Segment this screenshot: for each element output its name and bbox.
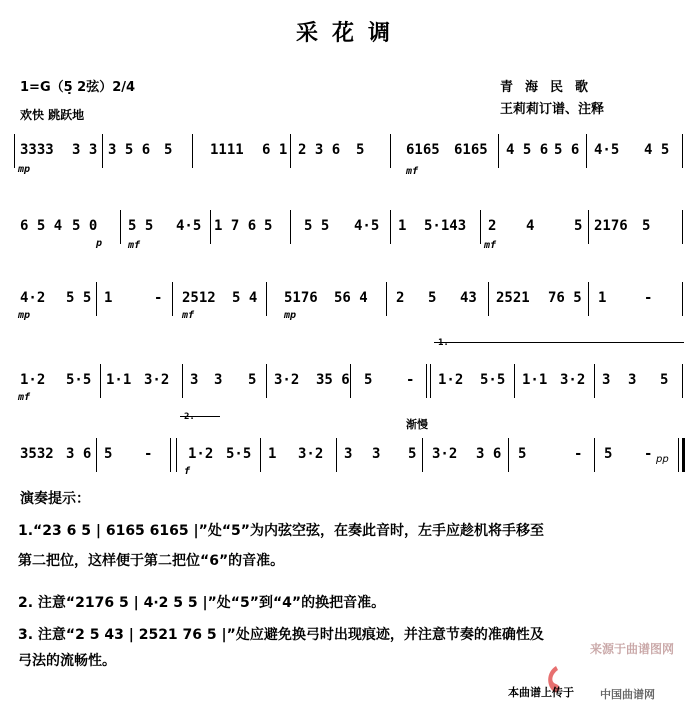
barline xyxy=(588,282,589,316)
barline xyxy=(290,210,291,244)
note-group: 2512 xyxy=(182,290,216,306)
note-group: 1·2 xyxy=(188,446,214,462)
note-group: 5 0 xyxy=(72,218,98,234)
note-group: 5 xyxy=(264,218,273,234)
note-group: 2 3 6 xyxy=(298,142,341,158)
note-group: 6165 xyxy=(454,142,488,158)
barline xyxy=(260,438,261,472)
score-line-2 xyxy=(14,210,684,251)
note-group: 4 5 6 xyxy=(506,142,549,158)
barline xyxy=(430,364,431,398)
note-group: 3·2 xyxy=(144,372,170,388)
barline xyxy=(488,282,489,316)
note-group: 3333 xyxy=(20,142,54,158)
note-group: 1 xyxy=(598,290,607,306)
barline xyxy=(682,364,683,398)
note-group: 2521 xyxy=(496,290,530,306)
note-group: 1·1 xyxy=(522,372,548,388)
barline xyxy=(210,210,211,244)
dynamic-mp: mp xyxy=(18,310,31,321)
barline xyxy=(266,364,267,398)
barline xyxy=(170,438,171,472)
watermark-text: 来源于曲谱图网 xyxy=(590,642,675,656)
score-line-5 xyxy=(14,412,684,477)
barline xyxy=(290,134,291,168)
note-group: 1 xyxy=(104,290,113,306)
barline xyxy=(682,210,683,244)
note-group: - xyxy=(574,446,583,462)
score-line-4 xyxy=(14,338,684,403)
note-group: 6 1 xyxy=(262,142,288,158)
note-group: 4·5 xyxy=(594,142,620,158)
note-group: 1·2 xyxy=(20,372,46,388)
dynamic-mp: mp xyxy=(18,164,31,175)
note-group: 3 xyxy=(602,372,611,388)
barline xyxy=(192,134,193,168)
note-group: 6165 xyxy=(406,142,440,158)
note-group: 5 xyxy=(428,290,437,306)
note-group: 1·2 xyxy=(438,372,464,388)
note-group: 5·5 xyxy=(480,372,506,388)
barline xyxy=(172,282,173,316)
dynamic-mf: mf xyxy=(406,166,419,177)
note-group: 5 xyxy=(518,446,527,462)
dynamic-pp: pp xyxy=(656,454,669,465)
note-group: 5 5 xyxy=(304,218,330,234)
note-group: 5·5 xyxy=(226,446,252,462)
note-group: - xyxy=(154,290,163,306)
barline xyxy=(508,438,509,472)
note-group: 3 xyxy=(344,446,353,462)
note-group: 5 xyxy=(104,446,113,462)
barline xyxy=(594,438,595,472)
footer-upload-note: 本曲谱上传于 xyxy=(508,686,574,699)
dynamic-p: p xyxy=(96,238,103,249)
note-group: 5 xyxy=(356,142,365,158)
barline xyxy=(390,210,391,244)
barline xyxy=(100,364,101,398)
note-group: 5176 xyxy=(284,290,318,306)
note-group: 5 xyxy=(660,372,669,388)
note-group: 4 xyxy=(526,218,535,234)
note-group: 1111 xyxy=(210,142,244,158)
note-group: 5 4 xyxy=(232,290,258,306)
tempo-marking: 欢快 跳跃地 xyxy=(20,108,85,122)
note-group: 2176 xyxy=(594,218,628,234)
tips-heading: 演奏提示： xyxy=(20,491,90,507)
score-line-3 xyxy=(14,282,684,321)
note-group: 1·1 xyxy=(106,372,132,388)
note-group: 5 6 xyxy=(554,142,580,158)
note-group: 4 5 xyxy=(644,142,670,158)
score-line-1 xyxy=(14,134,684,177)
barline xyxy=(96,438,97,472)
note-group: 3·2 xyxy=(298,446,324,462)
note-group: 5 xyxy=(604,446,613,462)
note-group: 4·2 xyxy=(20,290,46,306)
note-group: 3532 xyxy=(20,446,54,462)
tip-2: 2. 注意“2176 5 | 4·2 5 5 |”处“5”到“4”的换把音准。 xyxy=(18,595,386,611)
arranger-credit: 王莉莉订谱、注释 xyxy=(500,102,605,117)
note-group: 3 xyxy=(372,446,381,462)
note-group: 5 xyxy=(574,218,583,234)
barline xyxy=(682,134,683,168)
dynamic-f: f xyxy=(184,466,191,477)
note-group: 3 6 xyxy=(476,446,502,462)
tip-1-line-1: 1.“23 6 5 | 6165 6165 |”处“5”为内弦空弦，在奏此音时，左手应趁机将手移至 xyxy=(18,523,544,539)
key-signature: 1=G（5̣ 2弦）2/4 xyxy=(20,80,136,95)
note-group: 3·2 xyxy=(274,372,300,388)
note-group: - xyxy=(644,290,653,306)
barline xyxy=(14,134,15,168)
barline xyxy=(266,282,267,316)
barline xyxy=(594,364,595,398)
second-ending-bracket xyxy=(180,416,220,417)
note-group: 1 xyxy=(398,218,407,234)
note-group: 43 xyxy=(460,290,477,306)
note-group: 35 6 xyxy=(316,372,350,388)
second-ending-label: 2. xyxy=(184,412,195,422)
note-group: 1 7 6 xyxy=(214,218,257,234)
barline xyxy=(514,364,515,398)
barline xyxy=(386,282,387,316)
barline xyxy=(390,134,391,168)
note-group: 4·5 xyxy=(176,218,202,234)
barline xyxy=(588,210,589,244)
note-group: - xyxy=(406,372,415,388)
dynamic-mp: mp xyxy=(284,310,297,321)
dynamic-mf: mf xyxy=(18,392,31,403)
barline xyxy=(350,364,351,398)
note-group: 5 xyxy=(364,372,373,388)
barline xyxy=(498,134,499,168)
note-group: 5 xyxy=(642,218,651,234)
note-group: 5 xyxy=(164,142,173,158)
note-group: 2 xyxy=(488,218,497,234)
barline xyxy=(102,134,103,168)
note-group: 4·5 xyxy=(354,218,380,234)
note-group: 1 xyxy=(268,446,277,462)
note-group: 3 6 xyxy=(66,446,92,462)
note-group: 3 xyxy=(214,372,223,388)
barline xyxy=(176,438,177,472)
note-group: 2 xyxy=(396,290,405,306)
barline xyxy=(422,438,423,472)
note-group: 3 5 6 xyxy=(108,142,151,158)
barline xyxy=(96,282,97,316)
note-group: - xyxy=(644,446,653,462)
barline xyxy=(182,364,183,398)
tip-3-line-1: 3. 注意“2 5 43 | 2521 76 5 |”处应避免换弓时出现痕迹，并注意节奏的准确性及 xyxy=(18,627,544,643)
dynamic-mf: mf xyxy=(128,240,141,251)
tip-1-line-2: 第二把位，这样便于第二把位“6”的音准。 xyxy=(18,553,285,569)
note-group: 6 5 4 xyxy=(20,218,63,234)
note-group: 3 xyxy=(190,372,199,388)
note-group: 5 5 xyxy=(66,290,92,306)
ritardando-mark: 渐慢 xyxy=(406,418,428,431)
dynamic-mf: mf xyxy=(182,310,195,321)
note-group: 5·5 xyxy=(66,372,92,388)
first-ending-label: 1. xyxy=(438,338,449,348)
barline xyxy=(586,134,587,168)
source-genre: 青海民歌 xyxy=(500,80,601,95)
note-group: 5·143 xyxy=(424,218,467,234)
barline xyxy=(678,438,679,472)
barline xyxy=(682,282,683,316)
barline xyxy=(120,210,121,244)
final-barline xyxy=(682,438,685,472)
note-group: 5 xyxy=(248,372,257,388)
note-group: 3 3 xyxy=(72,142,98,158)
note-group: 3·2 xyxy=(432,446,458,462)
note-group: 3 xyxy=(628,372,637,388)
note-group: 3·2 xyxy=(560,372,586,388)
barline xyxy=(336,438,337,472)
dynamic-mf: mf xyxy=(484,240,497,251)
note-group: 5 5 xyxy=(128,218,154,234)
page-title: 采花调 xyxy=(295,21,404,46)
note-group: - xyxy=(144,446,153,462)
footer-site-name: 中国曲谱网 xyxy=(600,688,655,701)
barline xyxy=(426,364,427,398)
note-group: 76 5 xyxy=(548,290,582,306)
barline xyxy=(480,210,481,244)
note-group: 5 xyxy=(408,446,417,462)
note-group: 56 4 xyxy=(334,290,368,306)
tip-3-line-2: 弓法的流畅性。 xyxy=(18,653,116,669)
first-ending-bracket xyxy=(434,342,684,343)
